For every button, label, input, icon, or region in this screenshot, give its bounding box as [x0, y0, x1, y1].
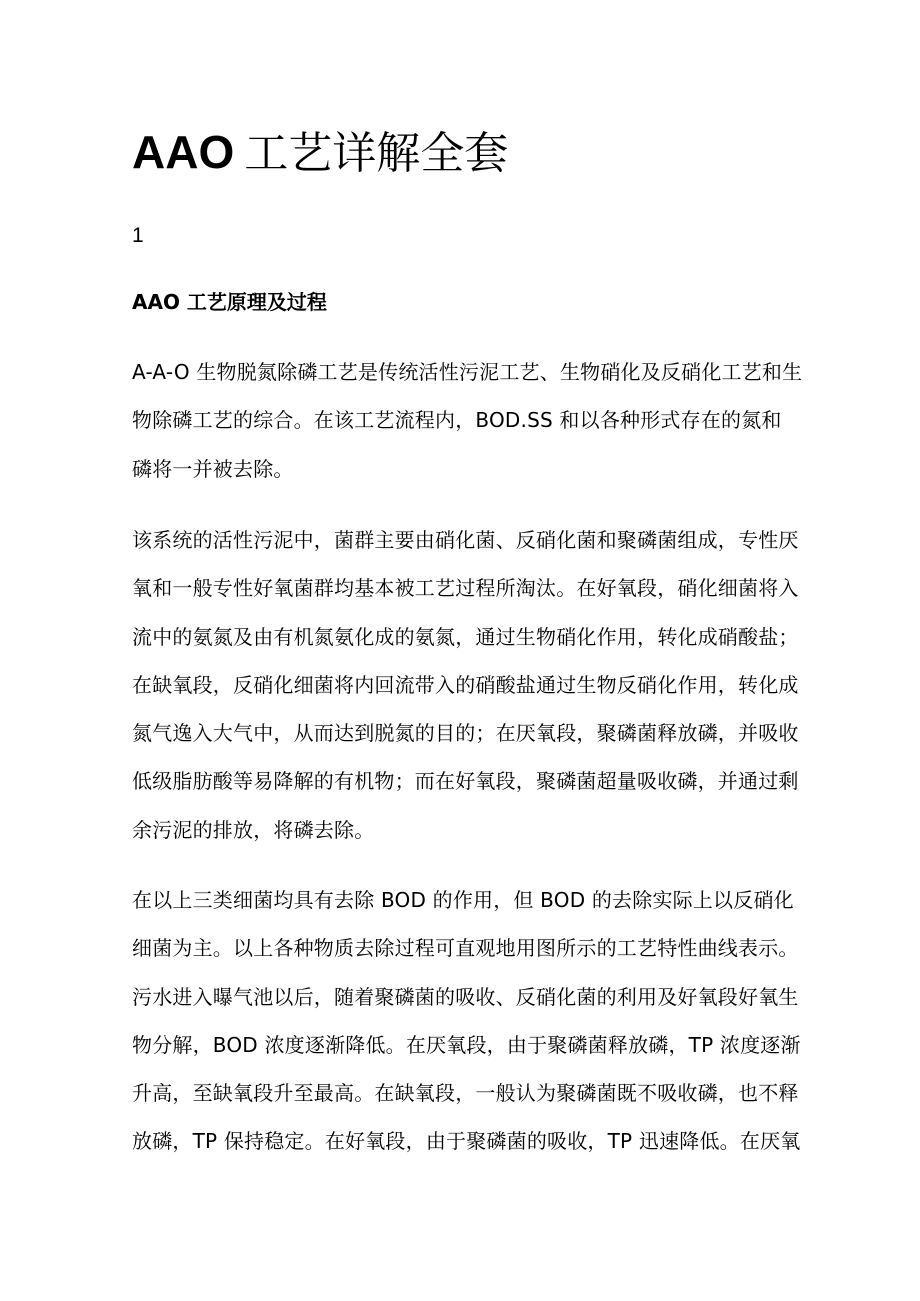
paragraph-line: 物除磷工艺的综合。在该工艺流程内，BOD.SS 和以各种形式存在的氮和 — [132, 408, 782, 433]
paragraph-line: 流中的氨氮及由有机氮氨化成的氨氮，通过生物硝化作用，转化成硝酸盐； — [132, 624, 799, 649]
paragraph-line: 该系统的活性污泥中，菌群主要由硝化菌、反硝化菌和聚磷菌组成，专性厌 — [132, 528, 799, 552]
paragraph-line: 磷将一并被去除。 — [132, 456, 294, 481]
paragraph-line: 升高，至缺氧段升至最高。在缺氧段，一般认为聚磷菌既不吸收磷，也不释 — [132, 1081, 799, 1106]
paragraph-line: 放磷，TP 保持稳定。在好氧段，由于聚磷菌的吸收，TP 迅速降低。在厌氧 — [132, 1129, 801, 1154]
paragraph-2 — [132, 526, 799, 864]
paragraph-line: A-A-O 生物脱氮除磷工艺是传统活性污泥工艺、生物硝化及反硝化工艺和生 — [132, 360, 803, 384]
paragraph-line: 污水进入曝气池以后，随着聚磷菌的吸收、反硝化菌的利用及好氧段好氧生 — [132, 984, 799, 1009]
title-cjk: 工艺详解全套 — [244, 128, 509, 179]
paragraph-line: 在缺氧段，反硝化细菌将内回流带入的硝酸盐通过生物反硝化作用，转化成 — [132, 672, 799, 697]
paragraph-3 — [132, 886, 801, 1176]
paragraph-line: 余污泥的排放，将磷去除。 — [132, 817, 375, 842]
document-title — [132, 122, 508, 184]
paragraph-line: 在以上三类细菌均具有去除 BOD 的作用，但 BOD 的去除实际上以反硝化 — [132, 888, 794, 912]
section-heading: AAO 工艺原理及过程 — [132, 290, 327, 314]
paragraph-line: 低级脂肪酸等易降解的有机物；而在好氧段，聚磷菌超量吸收磷，并通过剩 — [132, 769, 799, 794]
paragraph-line: 细菌为主。以上各种物质去除过程可直观地用图所示的工艺特性曲线表示。 — [132, 936, 799, 961]
title-latin: AAO — [132, 126, 235, 178]
paragraph-line: 氮气逸入大气中，从而达到脱氮的目的；在厌氧段，聚磷菌释放磷，并吸收 — [132, 721, 799, 746]
paragraph-1 — [132, 358, 803, 503]
section-number: 1 — [132, 224, 144, 247]
paragraph-line: 物分解，BOD 浓度逐渐降低。在厌氧段，由于聚磷菌释放磷，TP 浓度逐渐 — [132, 1032, 801, 1057]
paragraph-line: 氧和一般专性好氧菌群均基本被工艺过程所淘汰。在好氧段，硝化细菌将入 — [132, 576, 799, 601]
